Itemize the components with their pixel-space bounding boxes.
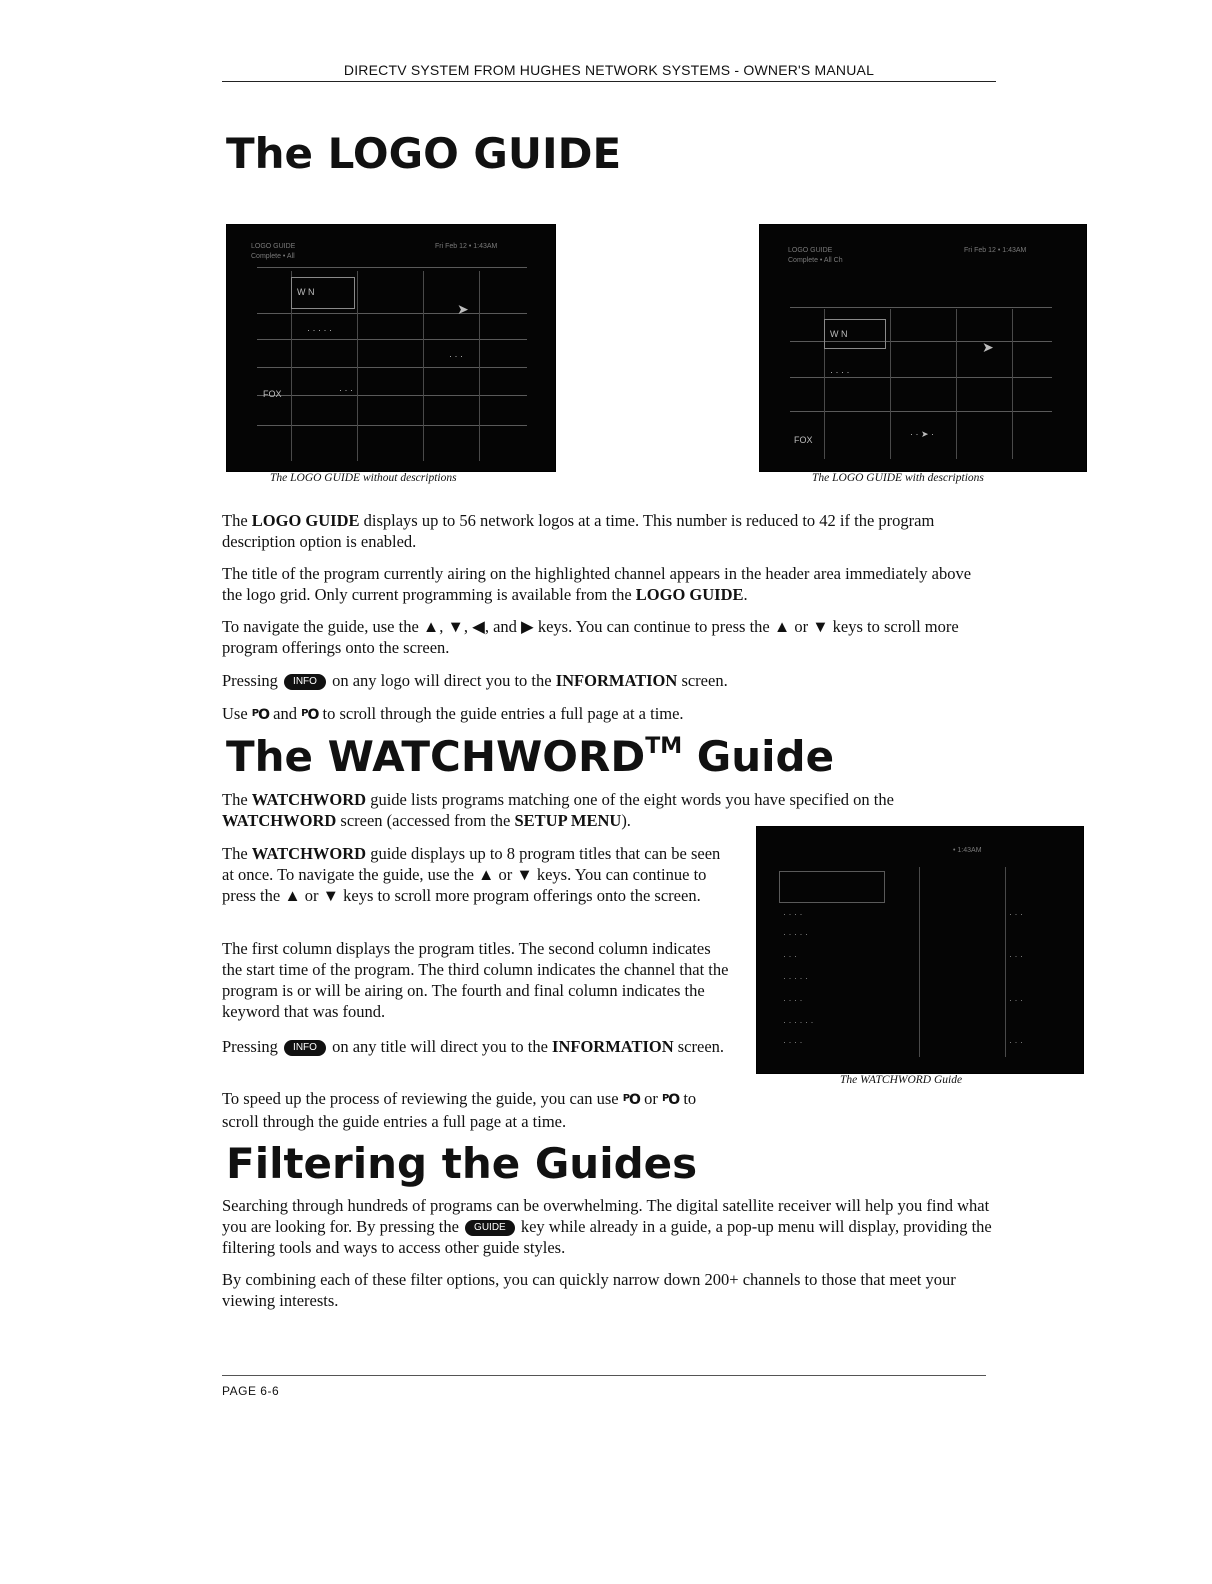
page-number: PAGE 6-6 [222,1384,280,1398]
screenshot-header-sub: Complete • All [251,253,295,260]
watchword-paragraph-4: Pressing INFO on any title will direct you to the INFORMATION screen. [222,1037,725,1056]
caption-logo-guide-with-descriptions: The LOGO GUIDE with descriptions [812,472,984,484]
up-arrow-icon: ▲ [478,865,495,884]
screenshot-header-left: LOGO GUIDE [251,243,296,250]
section-title-watchword: The WATCHWORD™ Guide [226,732,835,781]
running-head: DIRECTV SYSTEM FROM HUGHES NETWORK SYSTEMS - OWNER'S MANUAL [222,62,996,82]
page-up-icon: $^P$O [251,707,270,723]
screenshot-header-right: • 1:43AM [953,847,982,854]
logo-guide-screenshot-no-descriptions: LOGO GUIDE Complete • All Fri Feb 12 • 1:43AM W N ➤ · · · · · · · · FOX · · · [226,224,556,472]
filtering-paragraph-1: Searching through hundreds of programs can be overwhelming. The digital satellite receiver will help you find what you are looking for. By pressing the GUIDE key while already in a guide, a pop-up menu will display, providing the filtering tools and ways to access other guide styles. [222,1196,992,1257]
logo-guide-paragraph-3: To navigate the guide, use the ▲, ▼, ◀, and ▶ keys. You can continue to press the ▲ or ▼ keys to scroll more program offerings onto the screen. [222,617,959,657]
page-down-icon: $^P$O [301,707,319,723]
logo-guide-paragraph-1: The LOGO GUIDE displays up to 56 network logos at a time. This number is reduced to 42 if the program description option is enabled. [222,511,935,551]
up-arrow-icon: ▲ [422,617,440,636]
logo-guide-paragraph-2: The title of the program currently airing on the highlighted channel appears in the header area immediately above the logo grid. Only current programming is available from the LOGO GUIDE. [222,564,972,604]
logo-guide-paragraph-4: Pressing INFO on any logo will direct you to the INFORMATION screen. [222,671,728,690]
caption-watchword-guide: The WATCHWORD Guide [840,1074,963,1086]
screenshot-header-right: Fri Feb 12 • 1:43AM [435,243,498,250]
watchword-guide-screenshot: • 1:43AM · · · · · · · · · · · · · · · · · · · · · · · · · · · · · · · · · · · · · · · · · · · [756,826,1084,1074]
down-arrow-icon: ▼ [322,886,340,905]
down-arrow-icon: ▼ [812,617,829,636]
section-title-filtering: Filtering the Guides [226,1139,698,1188]
section-title-logo-guide: The LOGO GUIDE [226,129,622,178]
filtering-paragraph-2: By combining each of these filter options, you can quickly narrow down 200+ channels to those that meet your viewing interests. [222,1270,956,1310]
watchword-paragraph-1: The WATCHWORD guide lists programs matching one of the eight words you have specified on the WATCHWORD screen (accessed from the SETUP MENU). [222,790,894,830]
watchword-paragraph-2: The WATCHWORD guide displays up to 8 program titles that can be seen at once. To navigate the guide, use the ▲ or ▼ keys. You can continue to press the ▲ or ▼ keys to scroll more program offerings onto the screen. [222,844,721,905]
screenshot-header-sub: Complete • All Ch [788,257,843,264]
right-arrow-icon: ▶ [521,617,534,636]
left-arrow-icon: ◀ [472,617,485,636]
page-up-icon: $^P$O [622,1092,640,1108]
down-arrow-icon: ▼ [516,865,533,884]
watchword-paragraph-3: The first column displays the program titles. The second column indicates the start time of the program. The third column indicates the channel that the program is or will be airing on. The fourth and final column indicates the keyword that was found. [222,939,729,1021]
caption-logo-guide-no-descriptions: The LOGO GUIDE without descriptions [270,472,457,484]
down-arrow-icon: ▼ [447,617,464,636]
guide-button-icon: GUIDE [465,1220,515,1236]
logo-guide-screenshot-with-descriptions: LOGO GUIDE Complete • All Ch Fri Feb 12 • 1:43AM W N ➤ · · · · FOX · · ➤ · [759,224,1087,472]
info-button-icon: INFO [284,1040,326,1056]
logo-guide-paragraph-5: Use $^P$O and $^P$O to scroll through the guide entries a full page at a time. [222,703,992,726]
info-button-icon: INFO [284,674,326,690]
up-arrow-icon: ▲ [284,886,301,905]
page-down-icon: $^P$O [661,1092,680,1108]
screenshot-header-right: Fri Feb 12 • 1:43AM [964,247,1027,254]
footer-rule [222,1375,986,1376]
screenshot-header-left: LOGO GUIDE [788,247,833,254]
up-arrow-icon: ▲ [773,617,791,636]
watchword-paragraph-5: To speed up the process of reviewing the guide, you can use $^P$O or $^P$O to scroll through the guide entries a full page at a time. [222,1089,697,1131]
